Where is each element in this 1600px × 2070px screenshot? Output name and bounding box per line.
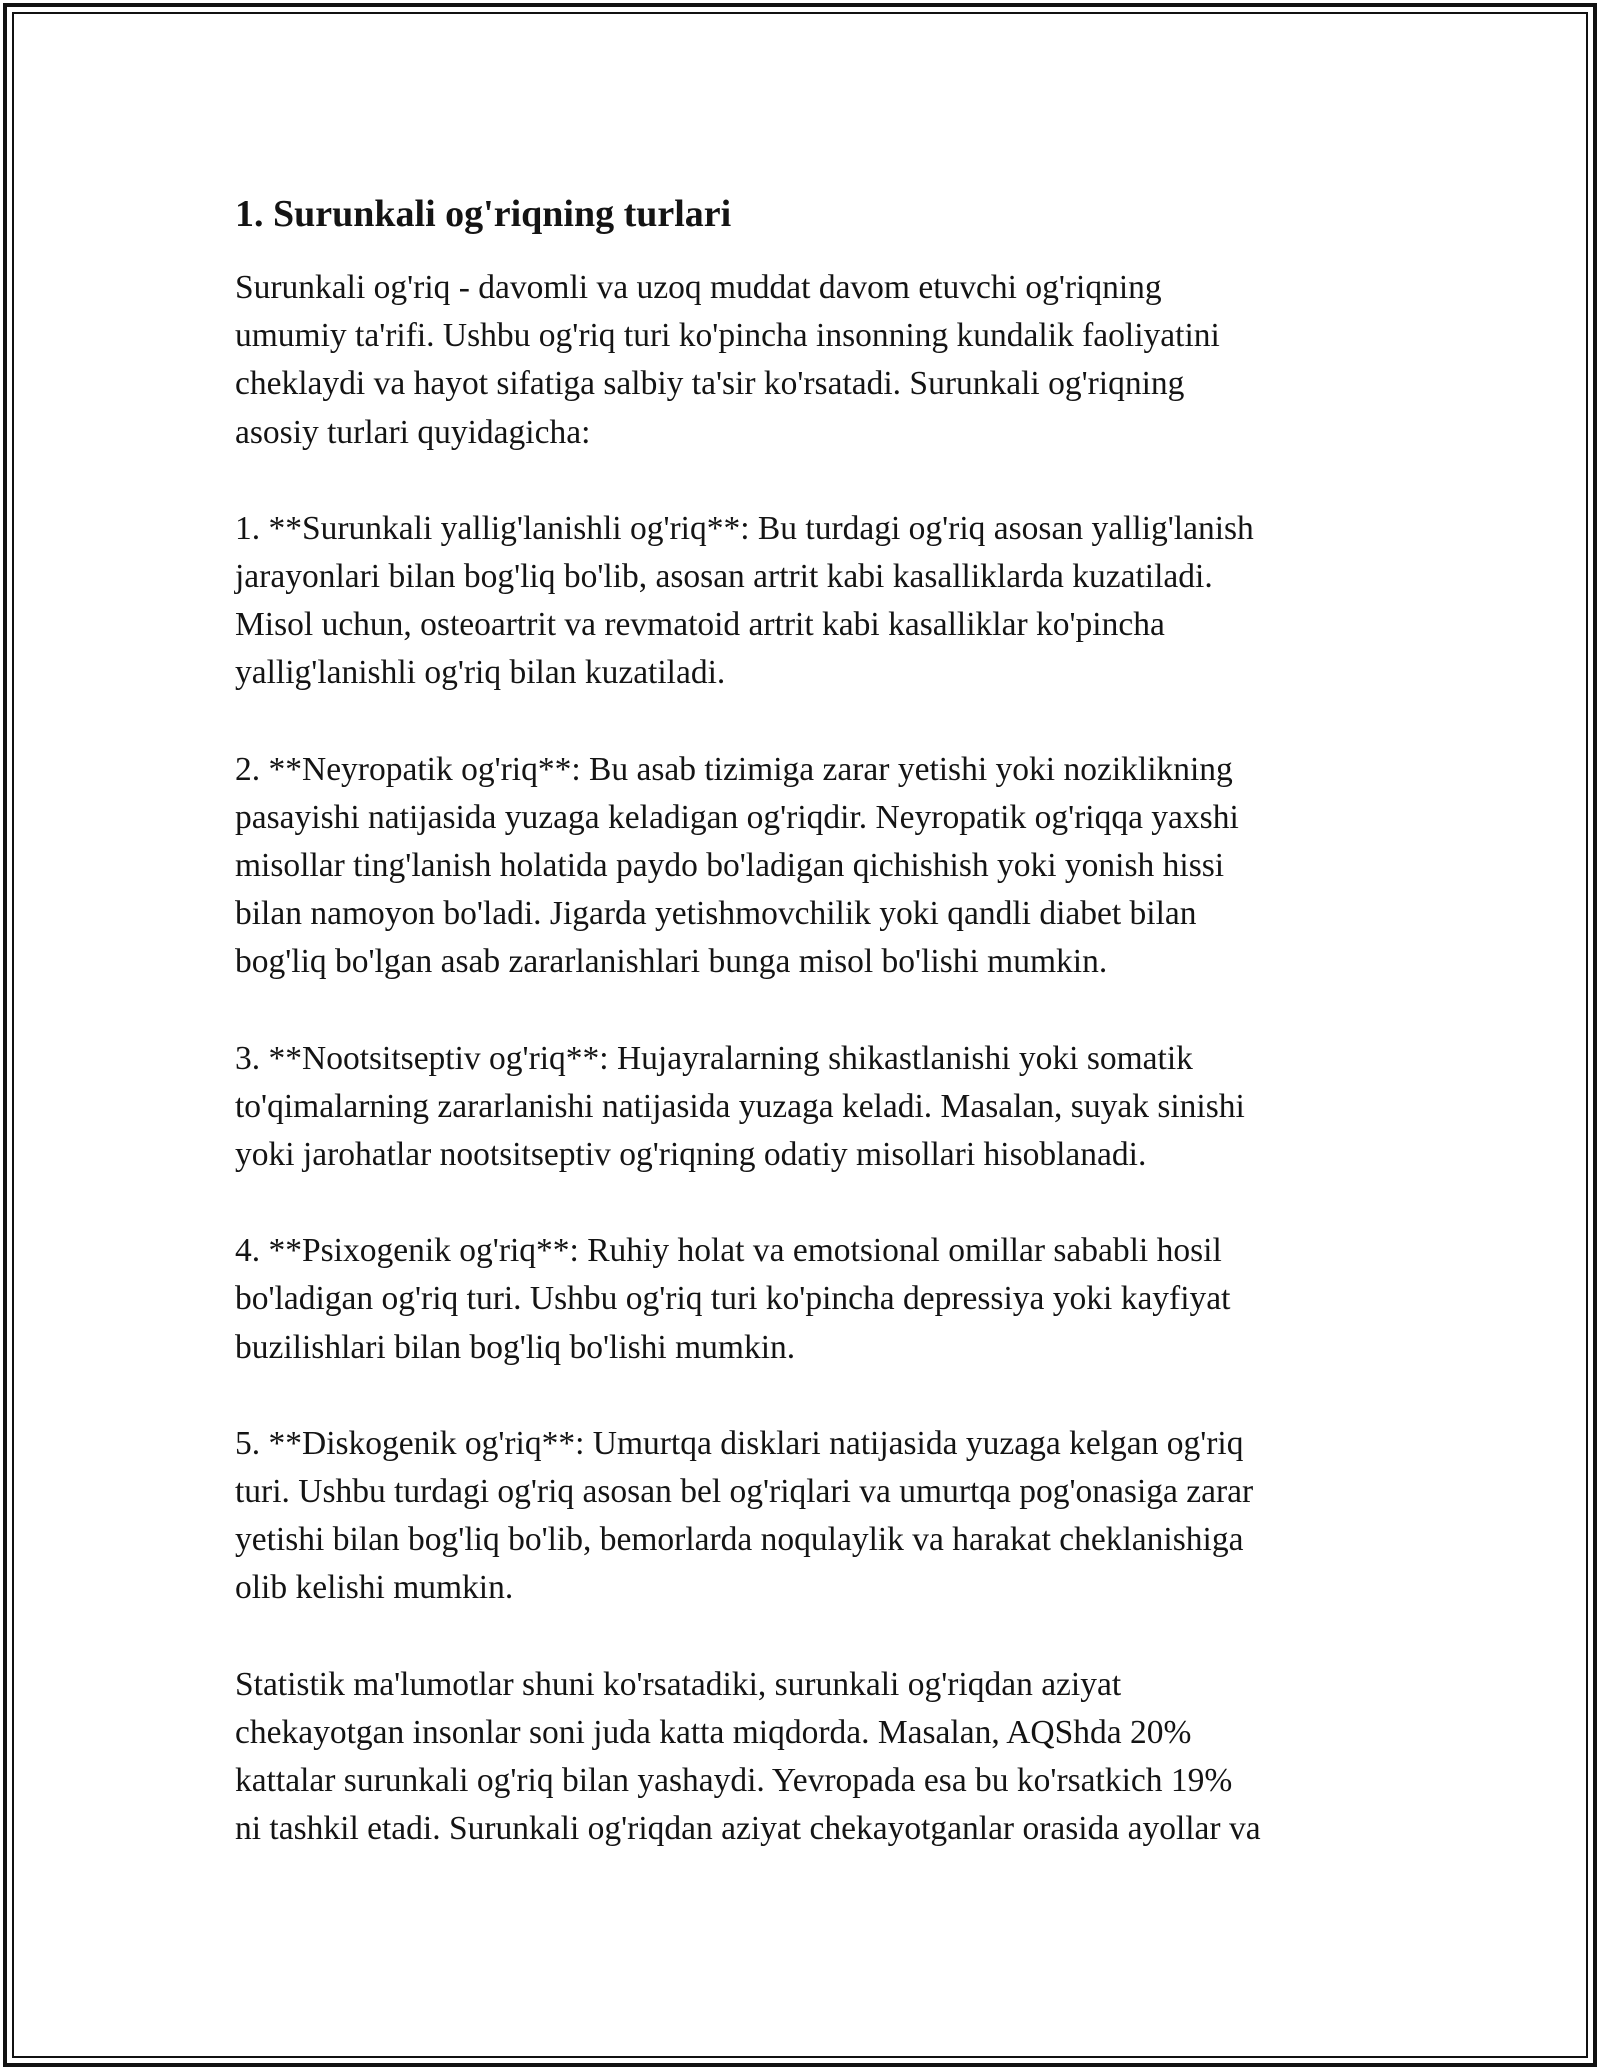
intro-paragraph: Surunkali og'riq - davomli va uzoq muddat davom etuvchi og'riqning umumiy ta'rifi. Ushbu og'riq turi ko'pincha insonning kundalik faoliyatini cheklaydi va hayot sifatiga salbiy ta'sir ko'rsatadi. Surunkali og'riqning asosiy turlari quyidagicha:	[235, 269, 1220, 451]
list-item-neuropathic-pain: 2. **Neyropatik og'riq**: Bu asab tizimiga zarar yetishi yoki noziklikning pasayishi natijasida yuzaga keladigan og'riqdir. Neyropatik og'riqqa yaxshi misollar ting'lanish holatida paydo bo'ladigan qichishish yoki yonish hissi bilan namoyon bo'ladi. Jigarda yetishmovchilik yoki qandli diabet bilan bog'liq bo'lgan asab zararlanishlari bunga misol bo'lishi mumkin.	[235, 750, 1239, 981]
document-body	[235, 186, 1375, 1901]
list-item-psychogenic-pain: 4. **Psixogenik og'riq**: Ruhiy holat va emotsional omillar sababli hosil bo'ladigan og'riq turi. Ushbu og'riq turi ko'pincha depressiya yoki kayfiyat buzilishlari bilan bog'liq bo'lishi mumkin.	[235, 1232, 1231, 1366]
statistics-paragraph: Statistik ma'lumotlar shuni ko'rsatadiki, surunkali og'riqdan aziyat chekayotgan insonlar soni juda katta miqdorda. Masalan, AQShda 20% kattalar surunkali og'riq bilan yashaydi. Yevropada esa bu ko'rsatkich 19% ni tashkil etadi. Surunkali og'riqdan aziyat chekayotganlar orasida ayollar va	[235, 1665, 1261, 1848]
section-heading: 1. Surunkali og'riqning turlari	[235, 193, 732, 235]
list-item-inflammatory-pain: 1. **Surunkali yallig'lanishli og'riq**: Bu turdagi og'riq asosan yallig'lanish jarayonlari bilan bog'liq bo'lib, asosan artrit kabi kasalliklarda kuzatiladi. Misol uchun, osteoartrit va revmatoid artrit kabi kasalliklar ko'pincha yallig'lanishli og'riq bilan kuzatiladi.	[235, 509, 1254, 692]
list-item-discogenic-pain: 5. **Diskogenik og'riq**: Umurtqa disklari natijasida yuzaga kelgan og'riq turi. Ushbu turdagi og'riq asosan bel og'riqlari va umurtqa pog'onasiga zarar yetishi bilan bog'liq bo'lib, bemorlarda noqulaylik va harakat cheklanishiga olib kelishi mumkin.	[235, 1424, 1254, 1607]
list-item-nociceptive-pain: 3. **Nootsitseptiv og'riq**: Hujayralarning shikastlanishi yoki somatik to'qimalarning zararlanishi natijasida yuzaga keladi. Masalan, suyak sinishi yoki jarohatlar nootsitseptiv og'riqning odatiy misollari hisoblanadi.	[235, 1039, 1245, 1174]
